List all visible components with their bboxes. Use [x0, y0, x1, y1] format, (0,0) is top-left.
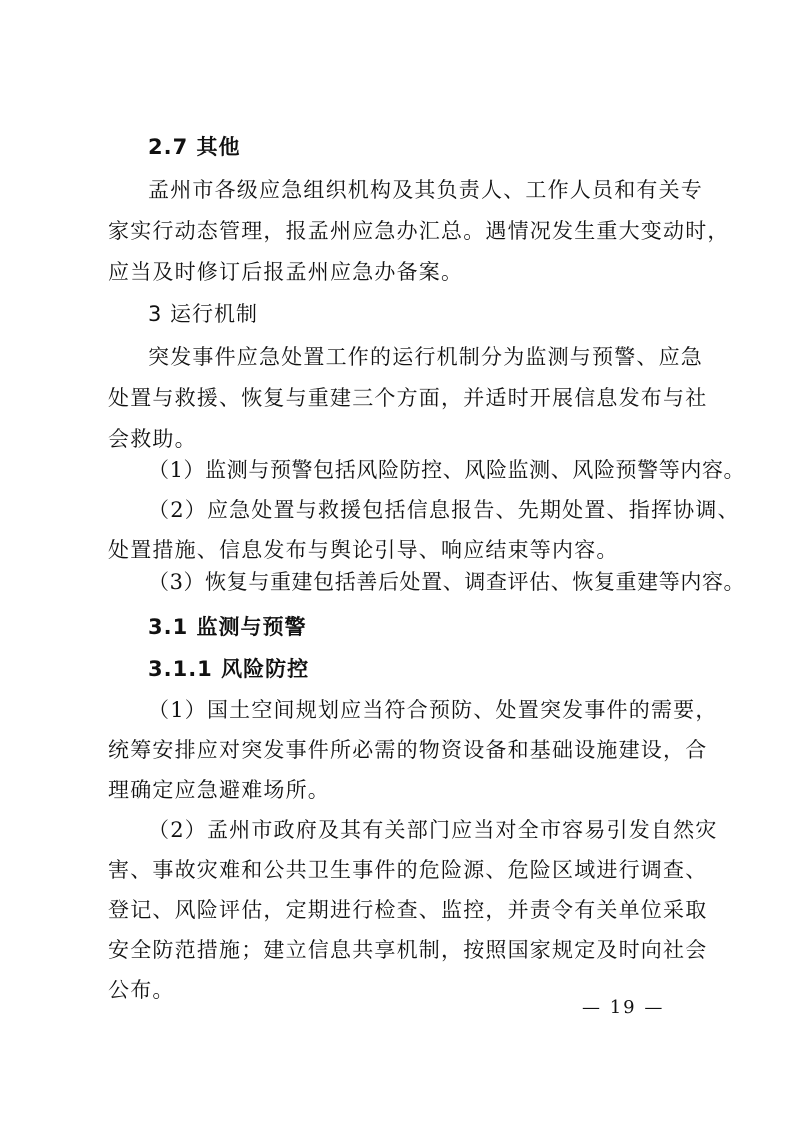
list-item: （2）孟州市政府及其有关部门应当对全市容易引发自然灾	[148, 818, 718, 842]
list-item-continuation: 害、事故灾难和公共卫生事件的危险源、危险区域进行调查、	[108, 858, 708, 882]
paragraph-line: 孟州市各级应急组织机构及其负责人、工作人员和有关专	[148, 178, 703, 202]
section-heading-3-1: 3.1 监测与预警	[148, 615, 307, 639]
list-item: （1）监测与预警包括风险防控、风险监测、风险预警等内容。	[148, 458, 746, 482]
list-item: （1）国土空间规划应当符合预防、处置突发事件的需要，	[148, 698, 718, 722]
paragraph-line: 家实行动态管理，报孟州应急办汇总。遇情况发生重大变动时，	[108, 219, 730, 243]
paragraph-line: 突发事件应急处置工作的运行机制分为监测与预警、应急	[148, 345, 703, 369]
paragraph-line: 处置与救援、恢复与重建三个方面，并适时开展信息发布与社	[108, 386, 708, 410]
paragraph-line: 应当及时修订后报孟州应急办备案。	[108, 260, 464, 284]
list-item-continuation: 理确定应急避难场所。	[108, 778, 330, 802]
page-number: — 19 —	[582, 997, 665, 1018]
section-heading-3: 3 运行机制	[148, 302, 259, 326]
list-item: （3）恢复与重建包括善后处置、调查评估、恢复重建等内容。	[148, 570, 746, 594]
section-heading-3-1-1: 3.1.1 风险防控	[148, 657, 310, 681]
list-item-continuation: 统筹安排应对突发事件所必需的物资设备和基础设施建设，合	[108, 738, 708, 762]
list-item-continuation: 处置措施、信息发布与舆论引导、响应结束等内容。	[108, 538, 619, 562]
section-heading-2-7: 2.7 其他	[148, 135, 241, 159]
list-item: （2）应急处置与救援包括信息报告、先期处置、指挥协调、	[148, 498, 740, 522]
list-item-continuation: 安全防范措施；建立信息共享机制，按照国家规定及时向社会	[108, 938, 708, 962]
list-item-continuation: 登记、风险评估，定期进行检查、监控，并责令有关单位采取	[108, 898, 708, 922]
paragraph-line: 会救助。	[108, 427, 197, 451]
list-item-continuation: 公布。	[108, 978, 175, 1002]
